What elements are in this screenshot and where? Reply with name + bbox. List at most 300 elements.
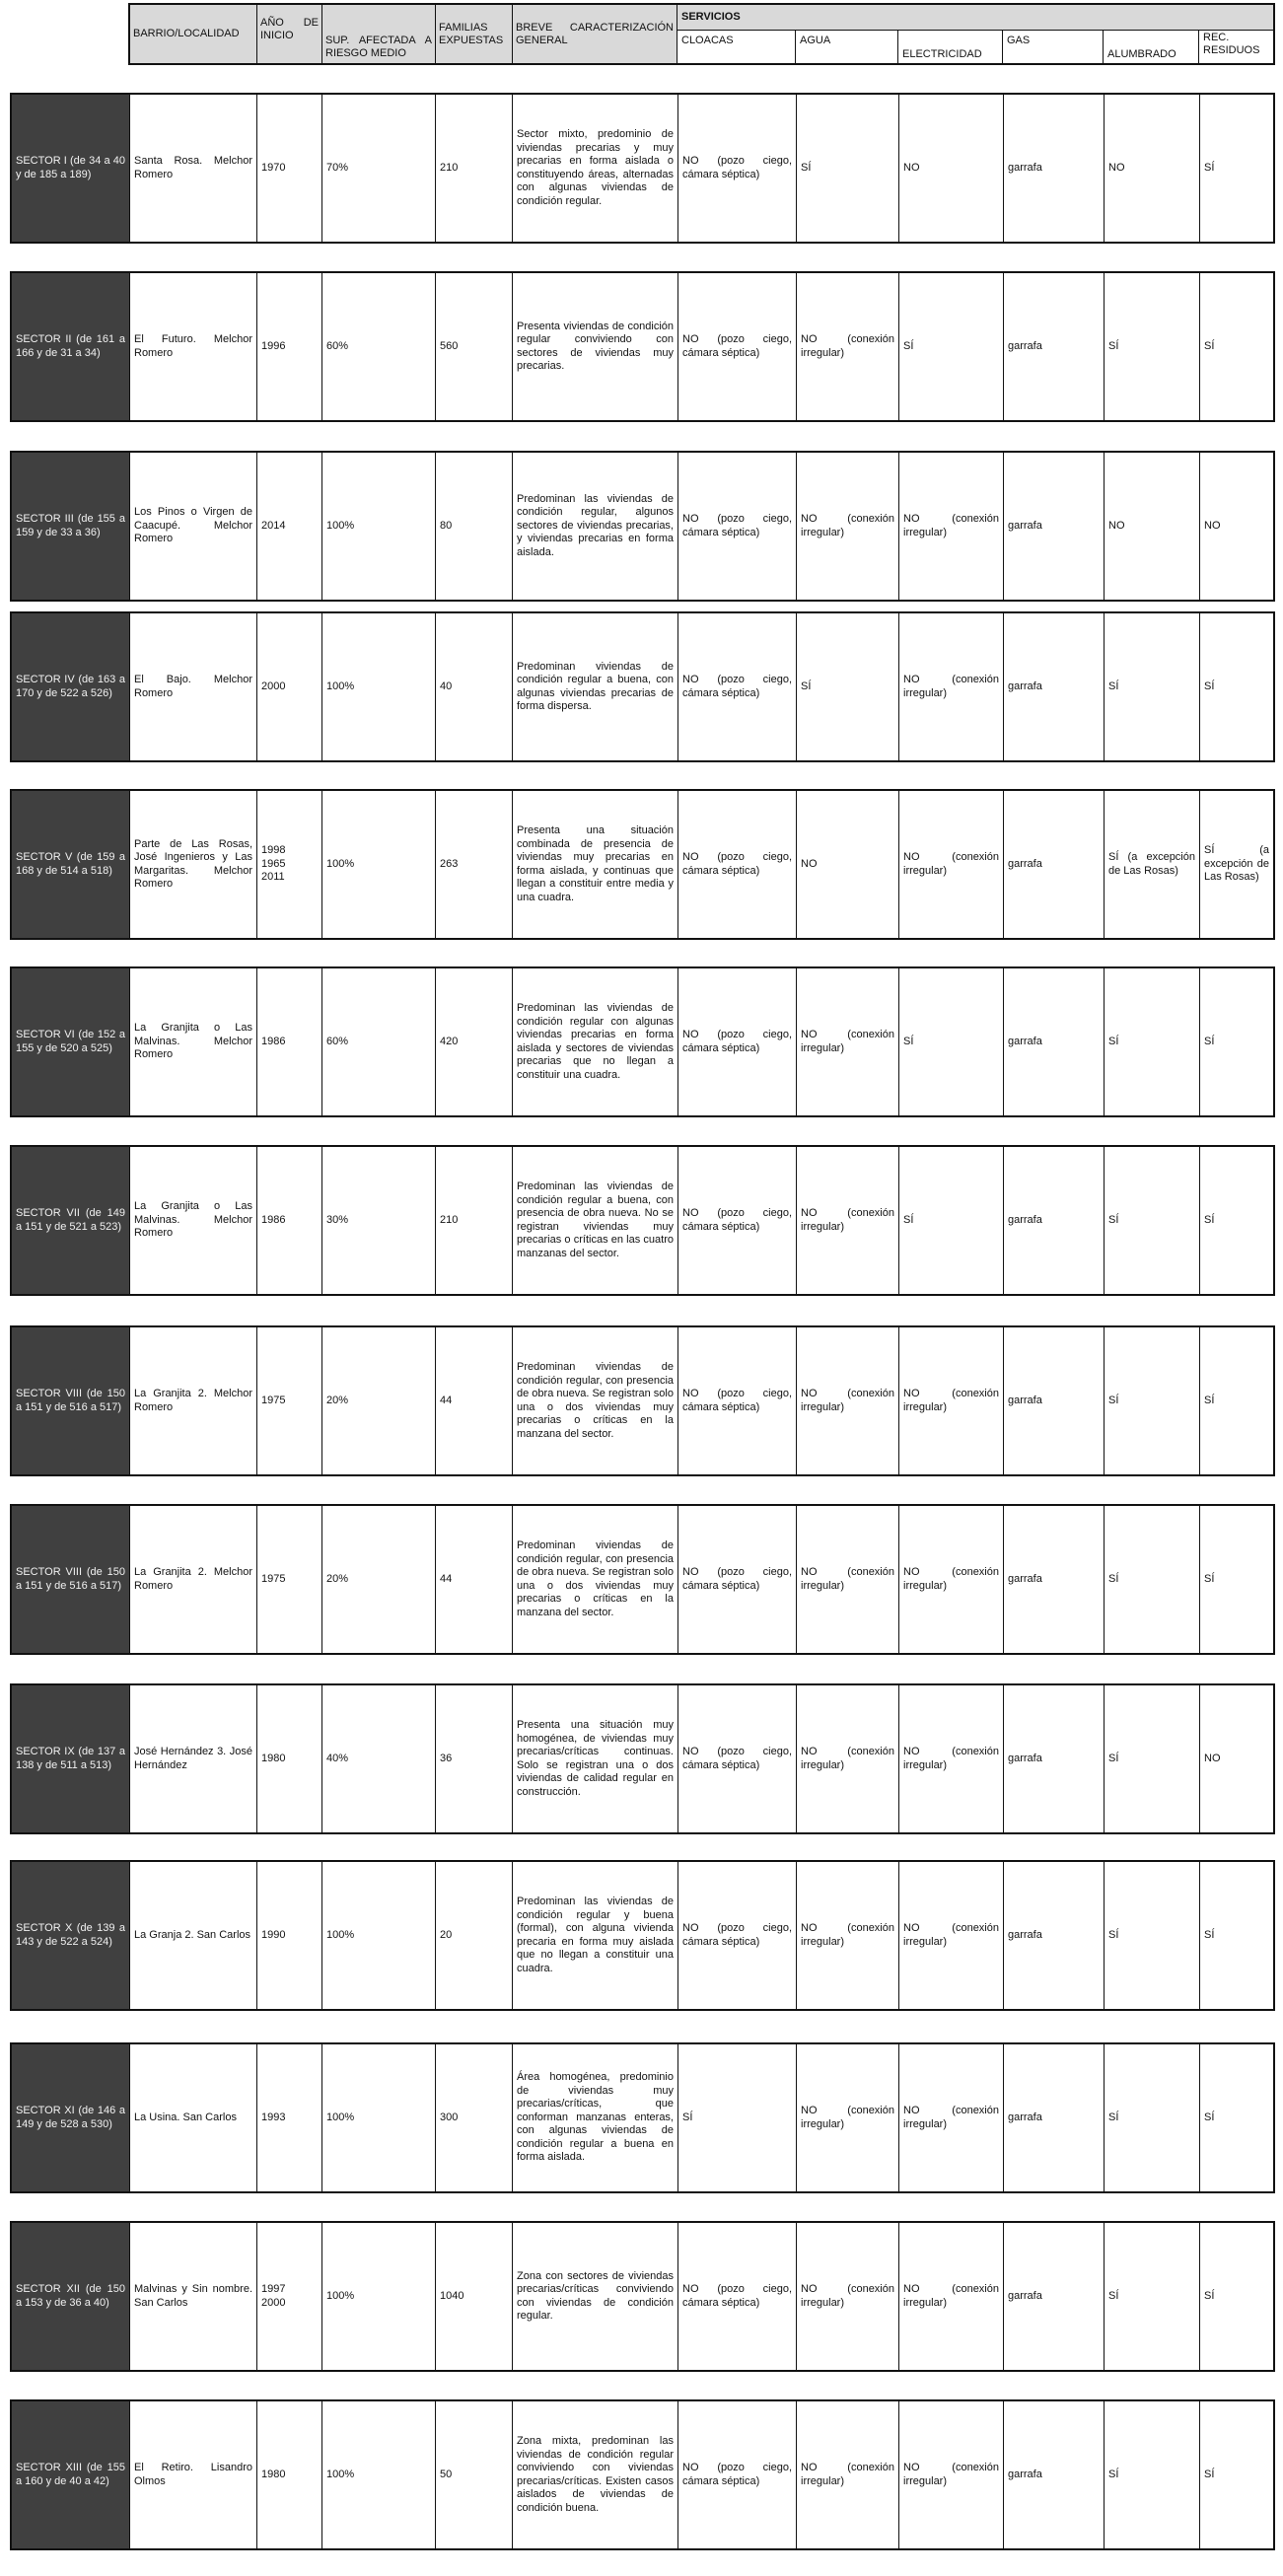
table-row — [10, 789, 1275, 940]
familias-cell — [436, 95, 513, 242]
residuos-cell — [1200, 273, 1273, 420]
header-residuos: REC. RESIDUOS — [1203, 32, 1260, 56]
barrio-cell — [130, 2223, 257, 2370]
barrio-cell — [130, 1506, 257, 1653]
alumbrado-cell — [1105, 1506, 1200, 1653]
cloacas-cell — [678, 2223, 797, 2370]
barrio-cell — [130, 1147, 257, 1294]
sector-text: SECTOR IV (de 163 a 170 y de 522 a 526) — [16, 674, 125, 699]
sup-text: 100% — [326, 857, 355, 870]
gas-text: garrafa — [1008, 1394, 1042, 1406]
gas-text: garrafa — [1008, 1213, 1042, 1226]
table-row — [10, 271, 1275, 422]
cloacas-cell — [678, 95, 797, 242]
familias-cell — [436, 791, 513, 938]
familias-text: 420 — [440, 1035, 459, 1047]
electricidad-text: NO (conexión irregular) — [903, 1388, 999, 1413]
anio-text: 2000 — [261, 680, 286, 692]
agua-text: NO (conexión irregular) — [801, 2283, 894, 2309]
agua-text: NO (conexión irregular) — [801, 1922, 894, 1948]
cloacas-cell — [678, 1147, 797, 1294]
sup-cell — [322, 791, 436, 938]
sup-text: 100% — [326, 519, 355, 532]
sector-cell — [12, 2401, 130, 2548]
descripcion-text: Presenta una situación muy homogénea, de viviendas muy precarias/críticas continuas. Solo se registran una o dos viviendas de calidad regular en construcción. — [517, 1719, 674, 1798]
electricidad-text: NO (conexión irregular) — [903, 2283, 999, 2309]
alumbrado-text: SÍ — [1108, 1394, 1119, 1406]
agua-text: NO (conexión irregular) — [801, 1207, 894, 1233]
electricidad-cell — [899, 1147, 1004, 1294]
table-row — [10, 2221, 1275, 2372]
descripcion-cell — [513, 1506, 678, 1653]
alumbrado-text: SÍ — [1108, 2468, 1119, 2480]
familias-cell — [436, 1685, 513, 1832]
barrio-text: Parte de Las Rosas, José Ingenieros y Las Margaritas. Melchor Romero — [134, 837, 252, 890]
anio-cell — [257, 613, 322, 760]
agua-cell — [797, 791, 899, 938]
sup-text: 70% — [326, 161, 349, 174]
agua-cell — [797, 95, 899, 242]
residuos-cell — [1200, 613, 1273, 760]
residuos-text: SÍ — [1204, 1035, 1215, 1047]
anio-text: 1980 — [261, 2468, 286, 2480]
gas-text: garrafa — [1008, 1572, 1042, 1585]
barrio-text: Los Pinos o Virgen de Caacupé. Melchor Romero — [134, 506, 252, 545]
agua-cell — [797, 453, 899, 600]
barrio-text: El Bajo. Melchor Romero — [134, 674, 252, 699]
cloacas-text: NO (pozo ciego, cámara séptica) — [682, 1746, 792, 1771]
electricidad-cell — [899, 613, 1004, 760]
sup-cell — [322, 273, 436, 420]
sector-text: SECTOR VI (de 152 a 155 y de 520 a 525) — [16, 1029, 125, 1054]
cloacas-text: NO (pozo ciego, cámara séptica) — [682, 1566, 792, 1592]
gas-cell — [1004, 1147, 1105, 1294]
header-electricidad: ELECTRICIDAD — [898, 31, 1003, 63]
sector-cell — [12, 1327, 130, 1474]
gas-cell — [1004, 1506, 1105, 1653]
electricidad-cell — [899, 968, 1004, 1115]
sup-text: 100% — [326, 2111, 355, 2123]
agua-text: NO (conexión irregular) — [801, 1746, 894, 1771]
residuos-text: NO — [1204, 1752, 1221, 1764]
agua-text: NO (conexión irregular) — [801, 333, 894, 359]
anio-text: 1996 — [261, 339, 286, 352]
residuos-text: SÍ — [1204, 2289, 1215, 2302]
alumbrado-cell — [1105, 968, 1200, 1115]
sector-cell — [12, 1506, 130, 1653]
table-row — [10, 451, 1275, 602]
familias-text: 44 — [440, 1572, 453, 1585]
residuos-text: SÍ — [1204, 2111, 1215, 2123]
barrio-cell — [130, 613, 257, 760]
sup-cell — [322, 1685, 436, 1832]
familias-cell — [436, 613, 513, 760]
descripcion-cell — [513, 1147, 678, 1294]
sector-text: SECTOR V (de 159 a 168 y de 514 a 518) — [16, 851, 125, 877]
agua-cell — [797, 613, 899, 760]
sup-text: 100% — [326, 2468, 355, 2480]
agua-cell — [797, 1327, 899, 1474]
anio-text: 1986 — [261, 1213, 286, 1226]
anio-text: 1993 — [261, 2111, 286, 2123]
cloacas-cell — [678, 2401, 797, 2548]
gas-cell — [1004, 2401, 1105, 2548]
anio-text: 1980 — [261, 1752, 286, 1764]
descripcion-text: Zona mixta, predominan las viviendas de condición regular conviviendo con viviendas precarias/críticas. Existen casos aislados de viviendas de condición buena. — [517, 2435, 674, 2514]
barrio-text: La Granjita o Las Malvinas. Melchor Romero — [134, 1200, 252, 1240]
sector-text: SECTOR III (de 155 a 159 y de 33 a 36) — [16, 513, 125, 538]
familias-text: 560 — [440, 339, 459, 352]
header-breve: BREVE CARACTERIZACIÓN GENERAL — [513, 5, 677, 63]
cloacas-cell — [678, 1862, 797, 2009]
table-row — [10, 93, 1275, 244]
residuos-cell — [1200, 968, 1273, 1115]
barrio-cell — [130, 1327, 257, 1474]
agua-text: SÍ — [801, 161, 812, 174]
header-anio: AÑO DE INICIO — [257, 5, 322, 63]
cloacas-cell — [678, 1327, 797, 1474]
agua-text: NO — [801, 857, 818, 870]
alumbrado-cell — [1105, 1147, 1200, 1294]
familias-text: 50 — [440, 2468, 453, 2480]
familias-cell — [436, 2044, 513, 2191]
anio-cell — [257, 1685, 322, 1832]
residuos-cell — [1200, 95, 1273, 242]
agua-text: NO (conexión irregular) — [801, 1566, 894, 1592]
descripcion-cell — [513, 453, 678, 600]
agua-text: NO (conexión irregular) — [801, 1029, 894, 1054]
descripcion-cell — [513, 2044, 678, 2191]
sector-cell — [12, 2223, 130, 2370]
familias-cell — [436, 273, 513, 420]
cloacas-text: NO (pozo ciego, cámara séptica) — [682, 2283, 792, 2309]
descripcion-text: Zona con sectores de viviendas precarias/críticas conviviendo con viviendas de condición regular. — [517, 2269, 674, 2322]
barrio-cell — [130, 273, 257, 420]
anio-cell — [257, 95, 322, 242]
cloacas-cell — [678, 968, 797, 1115]
barrio-text: La Granja 2. San Carlos — [134, 1928, 251, 1941]
descripcion-text: Predominan las viviendas de condición regular y buena (formal), con alguna vivienda precaria en forma muy aislada que no llegan a constituir una cuadra. — [517, 1896, 674, 1974]
agua-text: SÍ — [801, 680, 812, 692]
electricidad-cell — [899, 1685, 1004, 1832]
anio-text: 1998 1965 2011 — [261, 844, 286, 884]
cloacas-text: NO (pozo ciego, cámara séptica) — [682, 1922, 792, 1948]
descripcion-cell — [513, 613, 678, 760]
residuos-cell — [1200, 2223, 1273, 2370]
electricidad-cell — [899, 2223, 1004, 2370]
gas-text: garrafa — [1008, 2468, 1042, 2480]
alumbrado-text: SÍ — [1108, 1213, 1119, 1226]
gas-text: garrafa — [1008, 161, 1042, 174]
barrio-cell — [130, 968, 257, 1115]
familias-text: 210 — [440, 1213, 459, 1226]
cloacas-text: NO (pozo ciego, cámara séptica) — [682, 674, 792, 699]
sector-cell — [12, 95, 130, 242]
anio-text: 1975 — [261, 1394, 286, 1406]
electricidad-text: NO (conexión irregular) — [903, 2105, 999, 2130]
familias-text: 44 — [440, 1394, 453, 1406]
cloacas-text: NO (pozo ciego, cámara séptica) — [682, 333, 792, 359]
sup-text: 30% — [326, 1213, 349, 1226]
barrio-cell — [130, 1862, 257, 2009]
familias-text: 36 — [440, 1752, 453, 1764]
barrio-cell — [130, 95, 257, 242]
agua-cell — [797, 1685, 899, 1832]
table-row — [10, 1860, 1275, 2011]
cloacas-cell — [678, 791, 797, 938]
familias-cell — [436, 2223, 513, 2370]
descripcion-cell — [513, 968, 678, 1115]
electricidad-text: NO (conexión irregular) — [903, 513, 999, 538]
cloacas-text: SÍ — [682, 2111, 693, 2123]
barrio-text: El Futuro. Melchor Romero — [134, 333, 252, 359]
familias-text: 20 — [440, 1928, 453, 1941]
cloacas-cell — [678, 2044, 797, 2191]
sup-text: 100% — [326, 680, 355, 692]
cloacas-cell — [678, 453, 797, 600]
gas-text: garrafa — [1008, 857, 1042, 870]
electricidad-cell — [899, 273, 1004, 420]
descripcion-text: Sector mixto, predominio de viviendas precarias y muy precarias en forma aislada o constituyendo áreas, alternadas con algunas viviendas de condición regular. — [517, 128, 674, 207]
electricidad-text: SÍ — [903, 339, 914, 352]
anio-cell — [257, 968, 322, 1115]
barrio-cell — [130, 791, 257, 938]
descripcion-cell — [513, 273, 678, 420]
residuos-cell — [1200, 1685, 1273, 1832]
table-row — [10, 1683, 1275, 1834]
barrio-text: Malvinas y Sin nombre. San Carlos — [134, 2283, 252, 2309]
agua-cell — [797, 1862, 899, 2009]
residuos-text: SÍ — [1204, 2468, 1215, 2480]
header-familias: FAMILIAS EXPUESTAS — [436, 5, 513, 63]
descripcion-cell — [513, 2401, 678, 2548]
agua-cell — [797, 2401, 899, 2548]
electricidad-text: SÍ — [903, 1035, 914, 1047]
alumbrado-text: SÍ — [1108, 1572, 1119, 1585]
electricidad-text: NO (conexión irregular) — [903, 1922, 999, 1948]
descripcion-text: Presenta viviendas de condición regular conviviendo con sectores de viviendas muy precarias. — [517, 320, 674, 372]
header-alumbrado: ALUMBRADO — [1104, 31, 1199, 63]
gas-cell — [1004, 2223, 1105, 2370]
barrio-text: La Usina. San Carlos — [134, 2111, 237, 2123]
anio-cell — [257, 2401, 322, 2548]
sup-cell — [322, 2401, 436, 2548]
sector-cell — [12, 1147, 130, 1294]
sup-cell — [322, 2223, 436, 2370]
electricidad-text: NO — [903, 161, 920, 174]
agua-cell — [797, 1147, 899, 1294]
gas-text: garrafa — [1008, 680, 1042, 692]
cloacas-text: NO (pozo ciego, cámara séptica) — [682, 1029, 792, 1054]
alumbrado-cell — [1105, 2044, 1200, 2191]
table-row — [10, 1145, 1275, 1296]
sup-text: 60% — [326, 339, 349, 352]
alumbrado-text: SÍ — [1108, 680, 1119, 692]
sector-text: SECTOR IX (de 137 a 138 y de 511 a 513) — [16, 1746, 125, 1771]
alumbrado-cell — [1105, 1685, 1200, 1832]
electricidad-text: NO (conexión irregular) — [903, 851, 999, 877]
familias-text: 210 — [440, 161, 459, 174]
agua-cell — [797, 2044, 899, 2191]
familias-text: 80 — [440, 519, 453, 532]
descripcion-text: Área homogénea, predominio de viviendas muy precarias/críticas, que conforman manzanas enteras, con algunas viviendas de condición regular a buena en forma aislada. — [517, 2071, 674, 2164]
sector-text: SECTOR XI (de 146 a 149 y de 528 a 530) — [16, 2105, 125, 2130]
agua-text: NO (conexión irregular) — [801, 513, 894, 538]
residuos-text: SÍ — [1204, 1928, 1215, 1941]
sector-cell — [12, 453, 130, 600]
electricidad-cell — [899, 2401, 1004, 2548]
alumbrado-text: SÍ — [1108, 2111, 1119, 2123]
descripcion-cell — [513, 95, 678, 242]
cloacas-text: NO (pozo ciego, cámara séptica) — [682, 1388, 792, 1413]
gas-cell — [1004, 2044, 1105, 2191]
electricidad-cell — [899, 2044, 1004, 2191]
sector-cell — [12, 1862, 130, 2009]
sector-text: SECTOR VIII (de 150 a 151 y de 516 a 517) — [16, 1388, 125, 1413]
residuos-text: SÍ — [1204, 161, 1215, 174]
barrio-cell — [130, 2401, 257, 2548]
table-row — [10, 1325, 1275, 1476]
table-header — [128, 3, 1275, 65]
header-sup: SUP. AFECTADA A RIESGO MEDIO — [322, 5, 436, 63]
barrio-text: José Hernández 3. José Hernández — [134, 1746, 252, 1771]
electricidad-cell — [899, 453, 1004, 600]
header-gas: GAS — [1003, 31, 1104, 63]
barrio-text: La Granjita 2. Melchor Romero — [134, 1566, 252, 1592]
sup-cell — [322, 453, 436, 600]
residuos-cell — [1200, 453, 1273, 600]
residuos-text: SÍ — [1204, 339, 1215, 352]
sup-cell — [322, 1862, 436, 2009]
alumbrado-text: SÍ — [1108, 2289, 1119, 2302]
familias-cell — [436, 1147, 513, 1294]
descripcion-text: Presenta una situación combinada de presencia de viviendas muy precarias en forma aislada, y continuas que llegan a constituir entre media y una cuadra. — [517, 824, 674, 903]
anio-text: 1975 — [261, 1572, 286, 1585]
alumbrado-text: SÍ — [1108, 1035, 1119, 1047]
gas-cell — [1004, 95, 1105, 242]
gas-cell — [1004, 1862, 1105, 2009]
gas-text: garrafa — [1008, 1752, 1042, 1764]
agua-text: NO (conexión irregular) — [801, 2105, 894, 2130]
sector-text: SECTOR I (de 34 a 40 y de 185 a 189) — [16, 155, 125, 180]
sector-text: SECTOR VII (de 149 a 151 y de 521 a 523) — [16, 1207, 125, 1233]
header-agua: AGUA — [796, 31, 898, 63]
alumbrado-cell — [1105, 95, 1200, 242]
agua-cell — [797, 273, 899, 420]
agua-text: NO (conexión irregular) — [801, 1388, 894, 1413]
barrio-text: Santa Rosa. Melchor Romero — [134, 155, 252, 180]
sector-cell — [12, 613, 130, 760]
sup-cell — [322, 1506, 436, 1653]
services-header — [677, 5, 1273, 63]
electricidad-cell — [899, 1327, 1004, 1474]
barrio-text: La Granjita o Las Malvinas. Melchor Romero — [134, 1022, 252, 1061]
sector-cell — [12, 968, 130, 1115]
cloacas-text: NO (pozo ciego, cámara séptica) — [682, 2462, 792, 2487]
cloacas-cell — [678, 1506, 797, 1653]
anio-cell — [257, 1862, 322, 2009]
familias-text: 40 — [440, 680, 453, 692]
agua-text: NO (conexión irregular) — [801, 2462, 894, 2487]
descripcion-cell — [513, 1862, 678, 2009]
alumbrado-text: NO — [1108, 161, 1125, 174]
familias-cell — [436, 1862, 513, 2009]
alumbrado-cell — [1105, 613, 1200, 760]
agua-cell — [797, 2223, 899, 2370]
descripcion-cell — [513, 1327, 678, 1474]
sector-text: SECTOR II (de 161 a 166 y de 31 a 34) — [16, 333, 125, 359]
residuos-cell — [1200, 791, 1273, 938]
sup-text: 100% — [326, 1928, 355, 1941]
sup-cell — [322, 1147, 436, 1294]
residuos-text: SÍ (a excepción de Las Rosas) — [1204, 844, 1269, 884]
familias-cell — [436, 1506, 513, 1653]
residuos-cell — [1200, 1862, 1273, 2009]
descripcion-text: Predominan las viviendas de condición regular a buena, con presencia de obra nueva. No se registran viviendas muy precarias o críticas en las cuatro manzanas del sector. — [517, 1181, 674, 1259]
cloacas-text: NO (pozo ciego, cámara séptica) — [682, 1207, 792, 1233]
barrio-text: El Retiro. Lisandro Olmos — [134, 2462, 252, 2487]
gas-cell — [1004, 791, 1105, 938]
sector-text: SECTOR X (de 139 a 143 y de 522 a 524) — [16, 1922, 125, 1948]
descripcion-cell — [513, 2223, 678, 2370]
sector-cell — [12, 791, 130, 938]
residuos-cell — [1200, 2044, 1273, 2191]
cloacas-cell — [678, 613, 797, 760]
table-row — [10, 2042, 1275, 2193]
electricidad-text: NO (conexión irregular) — [903, 1746, 999, 1771]
familias-cell — [436, 453, 513, 600]
electricidad-text: NO (conexión irregular) — [903, 1566, 999, 1592]
anio-cell — [257, 1147, 322, 1294]
anio-cell — [257, 791, 322, 938]
anio-text: 1970 — [261, 161, 286, 174]
descripcion-text: Predominan viviendas de condición regular, con presencia de obra nueva. Se registran solo una o dos viviendas muy precarias o críticas en la manzana del sector. — [517, 1361, 674, 1440]
descripcion-cell — [513, 791, 678, 938]
familias-cell — [436, 2401, 513, 2548]
gas-cell — [1004, 273, 1105, 420]
sup-text: 20% — [326, 1572, 349, 1585]
alumbrado-cell — [1105, 273, 1200, 420]
cloacas-text: NO (pozo ciego, cámara séptica) — [682, 851, 792, 877]
gas-cell — [1004, 1327, 1105, 1474]
anio-cell — [257, 453, 322, 600]
table-row — [10, 611, 1275, 762]
anio-text: 2014 — [261, 519, 286, 532]
sector-text: SECTOR XII (de 150 a 153 y de 36 a 40) — [16, 2283, 125, 2309]
residuos-cell — [1200, 2401, 1273, 2548]
gas-text: garrafa — [1008, 2289, 1042, 2302]
barrio-cell — [130, 1685, 257, 1832]
table-row — [10, 966, 1275, 1117]
agua-cell — [797, 968, 899, 1115]
sup-text: 40% — [326, 1752, 349, 1764]
alumbrado-text: NO — [1108, 519, 1125, 532]
anio-cell — [257, 273, 322, 420]
familias-text: 1040 — [440, 2289, 464, 2302]
barrio-cell — [130, 2044, 257, 2191]
descripcion-text: Predominan viviendas de condición regular a buena, con algunas viviendas precarias de forma dispersa. — [517, 660, 674, 712]
residuos-cell — [1200, 1147, 1273, 1294]
anio-cell — [257, 2044, 322, 2191]
gas-cell — [1004, 453, 1105, 600]
sup-cell — [322, 613, 436, 760]
descripcion-text: Predominan las viviendas de condición regular con algunas viviendas precarias en forma aislada y sectores de viviendas precarias que no llegan a constituir una cuadra. — [517, 1002, 674, 1081]
alumbrado-text: SÍ (a excepción de Las Rosas) — [1108, 851, 1195, 877]
table-row — [10, 1504, 1275, 1655]
electricidad-cell — [899, 1862, 1004, 2009]
anio-cell — [257, 1506, 322, 1653]
anio-text: 1990 — [261, 1928, 286, 1941]
